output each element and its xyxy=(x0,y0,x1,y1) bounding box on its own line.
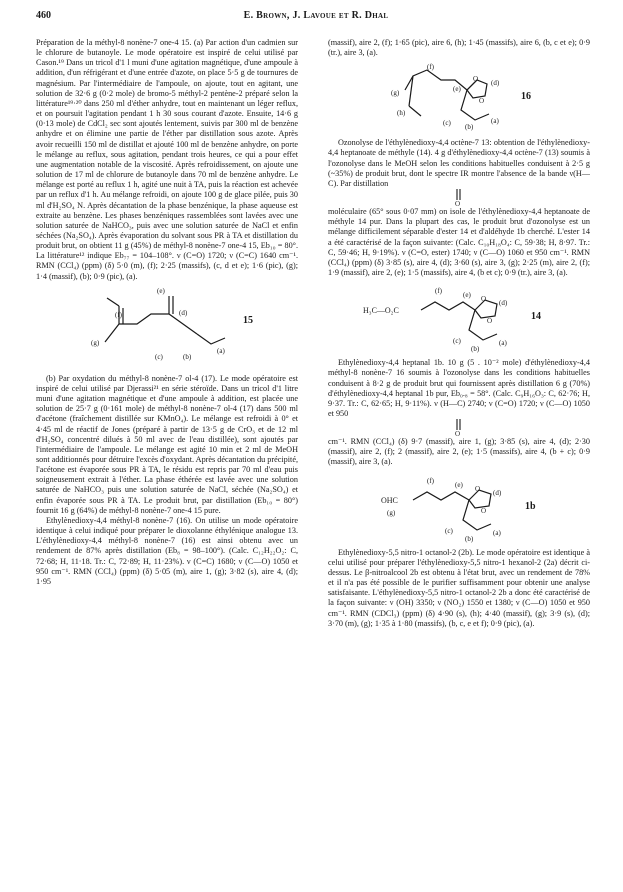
label-h: (h) xyxy=(397,109,406,118)
label-d: (d) xyxy=(493,488,502,497)
atom-o-bottom: O xyxy=(487,317,493,326)
compound-number-14: 14 xyxy=(531,311,541,323)
page-header xyxy=(36,10,596,24)
atom-o-bottom: O xyxy=(479,97,485,106)
label-c: (c) xyxy=(445,526,453,535)
label-f: (f) xyxy=(435,287,442,296)
label-a: (a) xyxy=(217,346,225,355)
paragraph-preparation-16: Ethylènedioxy-4,4 méthyl-8 nonène-7 (16). On utilise un mode opératoire identique à celui indiqué pour préparer le dioxolanne éthylénique analogue 13. L'éthylènedioxy-4,4 méthyl-8 nonène-7 (16) est ainsi obtenu avec un rendement de 87% après distillation (Eb₈ = 98–100°). (Calc. C₁₂H₂₂O₂: C, 72·68; H, 11·18. Tr.: C, 72·89; H, 11·23%). ν (C=C) 1680; ν (C—O) 1050 et 950 cm⁻¹. RMN (CCl₄) (ppm) (δ) 5·05 (m), aire 1, (g); 3·82 (s), aire 4, (d); 1·95 xyxy=(36,515,298,586)
label-b: (b) xyxy=(183,352,192,361)
aldehyde-group: OHC xyxy=(381,495,398,505)
carbonyl-structure-2 xyxy=(439,419,479,437)
label-e: (e) xyxy=(455,480,463,489)
label-c: (c) xyxy=(155,352,163,361)
atom-o-top: O xyxy=(475,484,481,493)
structure-15-drawing xyxy=(67,286,267,370)
label-d: (d) xyxy=(499,299,508,308)
label-b: (b) xyxy=(465,534,474,543)
compound-number-1b: 1b xyxy=(525,500,536,512)
label-e: (e) xyxy=(453,85,461,94)
label-e: (e) xyxy=(157,286,165,295)
label-f: (f) xyxy=(115,310,122,319)
atom-o-carbonyl-2: O xyxy=(455,430,461,439)
atom-o-top: O xyxy=(481,295,487,304)
paragraph-nmr-16-continued: (massif), aire 2, (f); 1·65 (pic), aire 6, (h); 1·45 (massifs), aire 6, (b, c et e); 0·9 (tr.), aire 3, (a). xyxy=(328,38,590,58)
paragraph-nitro-octanol-2b: Ethylènedioxy-5,5 nitro-1 octanol-2 (2b). Le mode opératoire est identique à celui utilisé pour préparer l'éthylènedioxy-5,5 nitro-1 hexanol-2 (2a) décrit ci-dessus. Le β-nitroalcool 2b est obtenu à l'état brut, avec un rendement de 78% et il n'a pas été possible de le purifier suffisamment pour obtenir une analyse satisfaisante. L'éthylènedioxy-5,5 nitro-1 octanol-2 2b a donc été caractérisé de la façon suivante: ν (OH) 3350; ν (NO₂) 1550 et 1380; ν (C—O) 1050 et 950 cm⁻¹. RMN (CDCl₃) (ppm) (δ) 4·90 (s), (h); 4·40 (massif), (g); 3·9 (s), (d); 3·70 (m), (g); 1·35 à 1·80 (massifs), (b, c, e et f); 0·9 (pic), (a). xyxy=(328,547,590,628)
compound-number-16: 16 xyxy=(521,91,531,103)
atom-o-bottom: O xyxy=(481,506,487,515)
label-g: (g) xyxy=(91,338,100,347)
structure-1b xyxy=(359,472,559,544)
label-d: (d) xyxy=(491,79,500,88)
label-a: (a) xyxy=(499,339,507,348)
paragraph-ester-14: moléculaire (65° sous 0·07 mm) on isole de l'éthylènedioxy-4,4 heptanoate de méthyle 14 pur. Dans la plupart des cas, le produit brut d'ozonolyse est un mélange difficilement séparable d'ester 14 et d'aldéhyde 1b cherché. L'ester 14 a été caractérisé de la façon suivante: (Calc. C₁₀H₁₈O₄: C, 59·38; H, 8·97. Tr.: C, 59·46; H, 9·19%). ν (C=O, ester) 1740; ν (C—O) 1060 et 950 cm⁻¹. RMN (CCl₄) (ppm) (δ) 3·85 (s), aire 4, (d); 3·60 (s), aire 3, (g); 2·25 (m), aire 2, (f); 1·9 (massif), aire 2, (e); 1·5 (massifs), aire 4, (b et c); 0·9 (tr.), aire 3, (a). xyxy=(328,207,590,278)
structure-14 xyxy=(359,282,559,354)
label-c: (c) xyxy=(453,337,461,346)
carbonyl-structure xyxy=(439,189,479,207)
paragraph-nmr-1b: cm⁻¹. RMN (CCl₄) (δ) 9·7 (massif), aire 1, (g); 3·85 (s), aire 4, (d); 2·30 (massif), aire 2, (f); 2 (massif), aire 2, (e); 1·5 (massifs), aire 4, (b + c); 0·9 (massif), aire 3, (a). xyxy=(328,437,590,467)
label-a: (a) xyxy=(493,528,501,537)
label-f: (f) xyxy=(427,476,434,485)
page-number: 460 xyxy=(36,10,51,21)
paragraph-heptanal-1b: Ethylènedioxy-4,4 heptanal 1b. 10 g (5 . 10⁻² mole) d'éthylènedioxy-4,4 méthyl-8 nonène-7 16 soumis à l'ozonolyse dans les conditions habituelles conduisent à 8·2 g de produit brut qui fournissent après distillation 6 g (70%) d'éthylènedioxy-4,4 heptanal 1b pur, Eb₀.₈ = 58°. (Calc. C₉H₁₆O₃: C, 62·76; H, 9·37. Tr.: C, 62·65; H, 9·11%). ν (H—C) 2740; ν (C=O) 1720; ν (C—O) 1050 et 950 xyxy=(328,358,590,418)
running-title: E. Brown, J. Lavoue et R. Dhal xyxy=(243,10,389,21)
label-g: (g) xyxy=(391,89,400,98)
structure-15 xyxy=(67,286,267,370)
structure-16 xyxy=(369,62,549,134)
label-e: (e) xyxy=(463,291,471,300)
paragraph-ozonolysis-13: Ozonolyse de l'éthylènedioxy-4,4 octène-7 13: obtention de l'éthylènedioxy-4,4 heptanoate de méthyle (14). 4 g d'éthylènedioxy-4,4 octène-7 (13) soumis à l'ozonolyse dans le MeOH selon les conditions habituelles conduisent à 2·5 g (~35%) de produit brut, dont le spectre IR montre l'absence de la bande ν(H—C). Par distillation xyxy=(328,138,590,188)
label-g: (g) xyxy=(387,508,396,517)
methyl-ester-group: H₃C—O₂C xyxy=(363,306,399,316)
paragraph-preparation-15a: Préparation de la méthyl-8 nonène-7 one-4 15. (a) Par action d'un cadmien sur le chlorure de butanoyle. Le mode opératoire est inspiré de celui utilisé par Cason.¹⁹ Dans un tricol d'1 l muni d'une agitation magnétique, d'une ampoule à addition, d'un réfrigérant et d'une entrée d'azote, on place 5·5 g de tournures de magnésium. Par l'intermédiaire de l'ampoule, on ajoute, tout en agitant, une solution de 32·6 g (0·2 mole) de bromo-5 méthyl-2 pentène-2 préparé selon la littérature¹⁹·²⁰ dans 250 ml d'éther anhydre, tout en maintenant un léger reflux, et on poursuit l'agitation pendant 1 h 30 sous courant d'azote. Ensuite, 14·6 g (0·13 mole) de CdCl₂ sec sont ajoutés lentement, suivis par 300 ml de benzène anhydre et on élimine une partie de l'éther par distillation sous azote. Après avoir recueilli 150 ml de distillat et ajouté 100 ml de benzène anhydre, on porte le mélange au reflux, sous agitation, pendant trois heures, ce qui a pour effet une augmentation notable de la viscosité. Après refroidissement, on ajoute une solution de 17 ml de chlorure de butanoyle dans 70 ml de benzène anhydre. Le mélange est porté au reflux 1 h, agité une nuit à TA, puis la réaction est achevée par un reflux d'1 h. Au mélange refroidi, on ajoute 100 g de glace pilée, puis 30 ml d'H₂SO₄ N. Après décantation de la phase benzénique, la phase aqueuse est extraite au benzène. Les phases benzéniques rassemblées sont lavées avec une solution saturée de NaHCO₃, puis avec une solution saturée de NaCl et enfin séchées (Na₂SO₄). Après évaporation du solvant sous PR à TA et distillation du produit brut, on obtient 11 g (45%) de méthyl-8 nonène-7 one-4 15, Eb₁₀ = 80°. La littérature¹² indique Eb₇₇ = 104–108°. ν (C=O) 1720; ν (C=C) 1640 cm⁻¹. RMN (CCl₄) (ppm) (δ) 5·0 (m), (f); 2·25 (massifs), (c, d et e); 1·6 (pic), (g); 1·4 (massif), (b); 0·9 (pic), (a). xyxy=(36,38,298,281)
label-d: (d) xyxy=(179,308,188,317)
right-column xyxy=(328,38,590,629)
atom-o-top: O xyxy=(473,75,479,84)
label-b: (b) xyxy=(471,345,480,354)
label-a: (a) xyxy=(491,117,499,126)
label-c: (c) xyxy=(443,119,451,128)
label-b: (b) xyxy=(465,123,474,132)
atom-o-carbonyl: O xyxy=(455,200,461,209)
label-f: (f) xyxy=(427,63,434,72)
paragraph-preparation-15b: (b) Par oxydation du méthyl-8 nonène-7 ol-4 (17). Le mode opératoire est inspiré de celui utilisé par Djerassi²¹ en série stéroïde. Dans un tricol d'1 litre muni d'une agitation magnétique et d'une ampoule à addition, est placée une solution de 25·7 g (0·161 mole) de méthyl-8 nonène-7 ol-4 (17) dans 500 ml d'acétone (fraîchement distillée sur KMnO₄). Le mélange est refroidi à 0° et 4·45 ml de réactif de Jones (préparé à partir de 13·5 g de CrO₃ et de 12 ml d'H₂SO₄ concentré dilués à 50 ml avec de l'eau distillée), sont ajoutés par l'intermédiaire de l'ampoule. Le mélange est agité 10 min et 2 ml de MeOH sont additionnés pour détruire l'excès d'oxydant. Après décantation du précipité, l'acétone est évaporée sous PR à TA, le résidu est repris par 70 ml d'eau puis soigneusement extrait à l'éther. La phase éthérée est lavée avec une solution saturée de NaHCO₃ puis une solution saturée de NaCl, séchée (Na₂SO₄) et enfin évaporée sous PR à TA. Le produit brut, par distillation (Eb₁₀ = 80°) fournit 16 g (64%) de méthyl-8 nonène-7 one-4 15 pure. xyxy=(36,373,298,515)
left-column xyxy=(36,38,298,587)
compound-number-15: 15 xyxy=(243,314,253,326)
